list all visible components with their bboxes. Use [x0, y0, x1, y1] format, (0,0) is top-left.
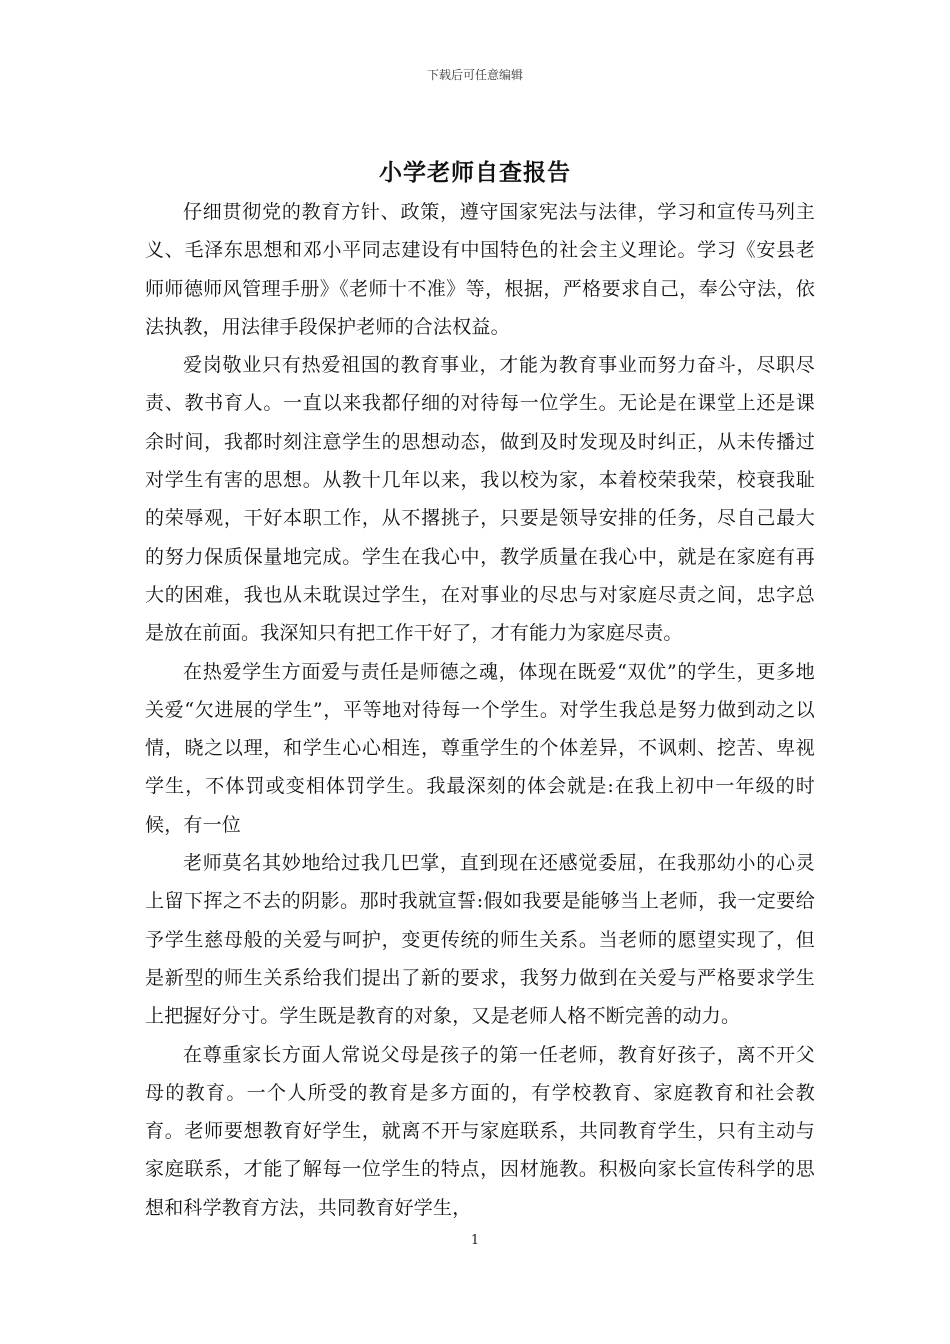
paragraph-5: 在尊重家长方面人常说父母是孩子的第一任老师，教育好孩子，离不开父母的教育。一个人所受的教育是多方面的，有学校教育、家庭教育和社会教育。老师要想教育好学生，就离不开与家庭联系，共同教育学生，只有主动与家庭联系，才能了解每一位学生的特点，因材施教。积极向家长宣传科学的思想和科学教育方法，共同教育好学生，: [145, 1043, 815, 1219]
document-title: 小学老师自查报告: [379, 159, 571, 186]
paragraph-3: 在热爱学生方面爱与责任是师德之魂，体现在既爱“双优”的学生，更多地关爱“欠进展的学生”，平等地对待每一个学生。对学生我总是努力做到动之以情，晓之以理，和学生心心相连，尊重学生的个体差异，不讽刺、挖苦、卑视学生，不体罚或变相体罚学生。我最深刻的体会就是:在我上初中一年级的时候，有一位: [145, 660, 815, 836]
paragraph-4: 老师莫名其妙地给过我几巴掌，直到现在还感觉委屈，在我那幼小的心灵上留下挥之不去的阴影。那时我就宣誓:假如我要是能够当上老师，我一定要给予学生慈母般的关爱与呵护，变更传统的师生关系。当老师的愿望实现了，但是新型的师生关系给我们提出了新的要求，我努力做到在关爱与严格要求学生上把握好分寸。学生既是教育的对象，又是老师人格不断完善的动力。: [145, 852, 815, 1028]
paragraph-1: 仔细贯彻党的教育方针、政策，遵守国家宪法与法律，学习和宣传马列主义、毛泽东思想和邓小平同志建设有中国特色的社会主义理论。学习《安县老师师德师风管理手册》《老师十不准》等，根据，严格要求自己，奉公守法，依法执教，用法律手段保护老师的合法权益。: [145, 201, 815, 338]
document-body: [145, 193, 815, 1227]
paragraph-2: 爱岗敬业只有热爱祖国的教育事业，才能为教育事业而努力奋斗，尽职尽责、教书育人。一直以来我都仔细的对待每一位学生。无论是在课堂上还是课余时间，我都时刻注意学生的思想动态，做到及时发现及时纠正，从未传播过对学生有害的思想。从教十几年以来，我以校为家，本着校荣我荣，校衰我耻的荣辱观，干好本职工作，从不撂挑子，只要是领导安排的任务，尽自己最大的努力保质保量地完成。学生在我心中，教学质量在我心中，就是在家庭有再大的困难，我也从未耽误过学生，在对事业的尽忠与对家庭尽责之间，忠字总是放在前面。我深知只有把工作干好了，才有能力为家庭尽责。: [145, 354, 815, 645]
page-number: 1: [470, 1233, 480, 1248]
header-note: 下载后可任意编辑: [426, 68, 523, 82]
